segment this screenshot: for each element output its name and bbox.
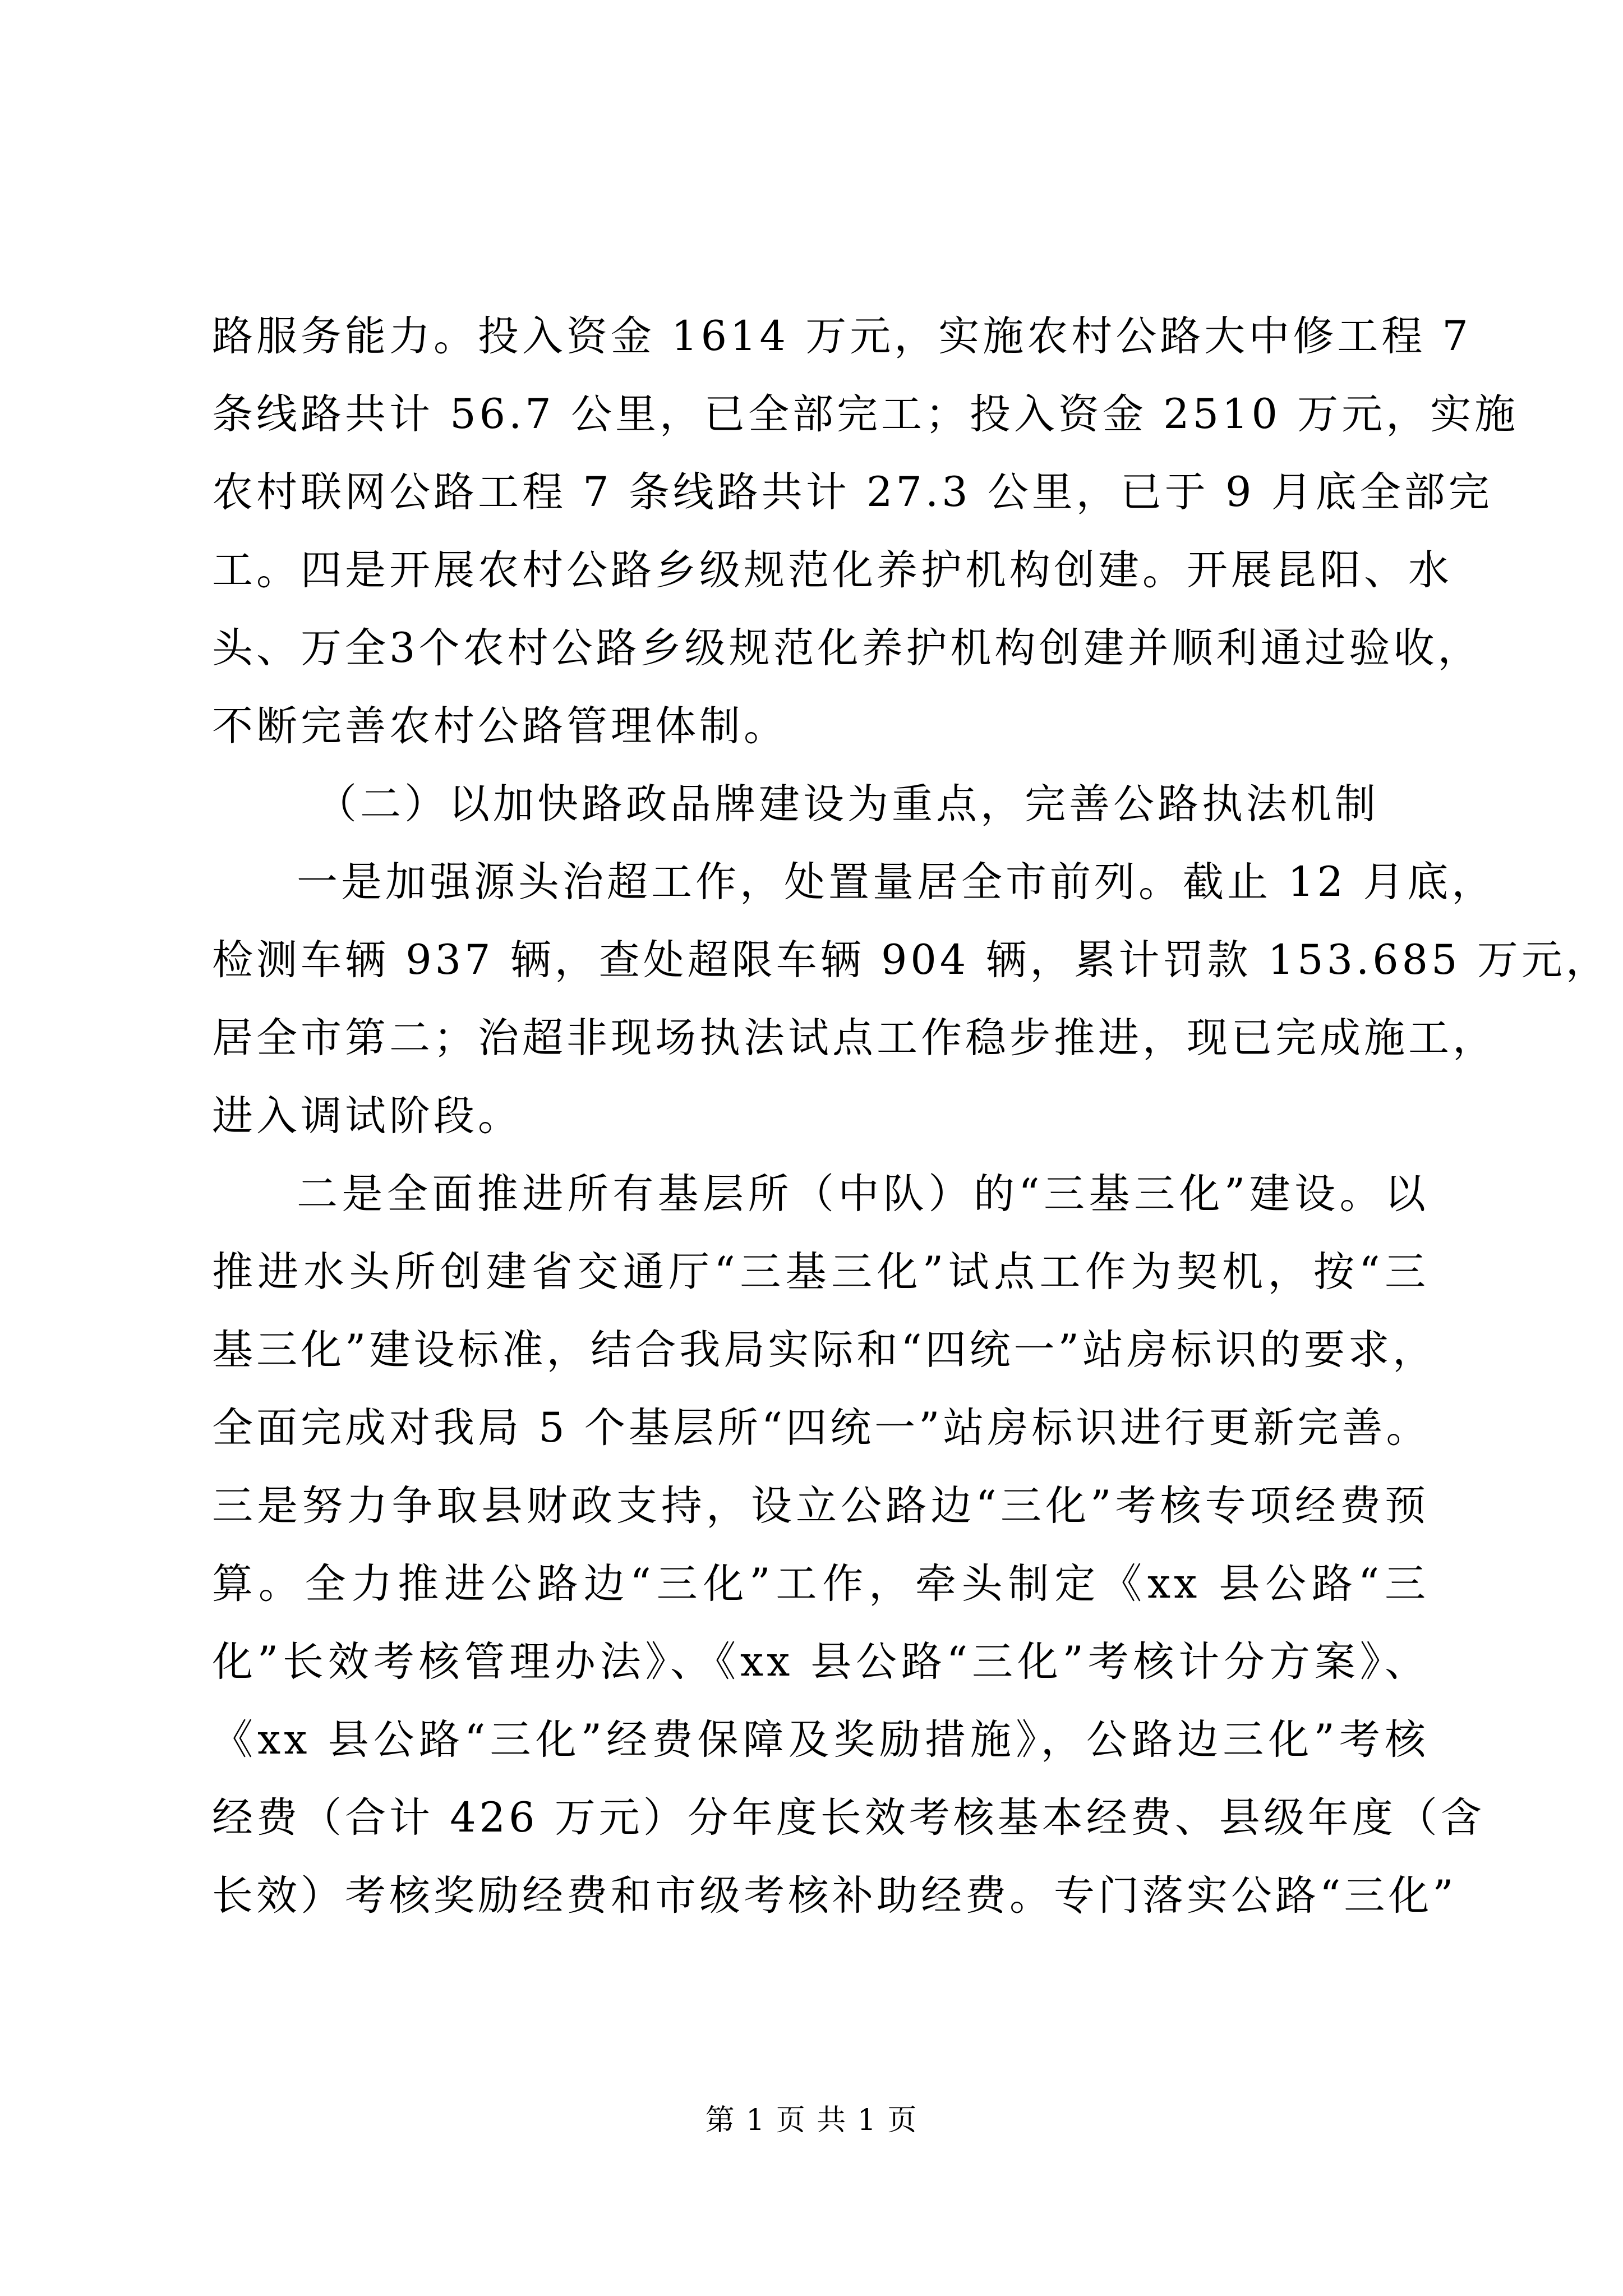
text-line: 条线路共计 56.7 公里，已全部完工；投入资金 2510 万元，实施 — [212, 390, 1519, 438]
text-line: 一是加强源头治超工作，处置量居全市前列。截止 12 月底， — [297, 858, 1496, 906]
section-heading: （二）以加快路政品牌建设为重点，完善公路执法机制 — [316, 780, 1379, 828]
text-line: 居全市第二；治超非现场执法试点工作稳步推进，现已完成施工， — [212, 1014, 1497, 1062]
text-line: 不断完善农村公路管理体制。 — [212, 702, 788, 750]
body-text — [212, 297, 1610, 1935]
text-line: 基三化”建设标准，结合我局实际和“四统一”站房标识的要求， — [212, 1326, 1437, 1374]
text-line: 农村联网公路工程 7 条线路共计 27.3 公里，已于 9 月底全部完 — [212, 468, 1493, 516]
text-line: 算。全力推进公路边“三化”工作，牵头制定《xx 县公路“三 — [212, 1560, 1429, 1608]
text-line: 进入调试阶段。 — [212, 1092, 522, 1140]
text-line: 路服务能力。投入资金 1614 万元，实施农村公路大中修工程 7 — [212, 312, 1472, 360]
text-line: 长效）考核奖励经费和市级考核补助经费。专门落实公路“三化” — [212, 1872, 1457, 1920]
text-line: 二是全面推进所有基层所（中队）的“三基三化”建设。以 — [297, 1170, 1429, 1218]
text-line: 化”长效考核管理办法》、《xx 县公路“三化”考核计分方案》、 — [212, 1638, 1429, 1686]
text-line: 工。四是开展农村公路乡级规范化养护机构创建。开展昆阳、水 — [212, 546, 1453, 594]
text-line: 经费（合计 426 万元）分年度长效考核基本经费、县级年度（含 — [212, 1794, 1485, 1842]
text-line: 检测车辆 937 辆，查处超限车辆 904 辆，累计罚款 153.685 万元， — [212, 936, 1610, 984]
text-line: 《xx 县公路“三化”经费保障及奖励措施》，公路边三化”考核 — [212, 1716, 1429, 1764]
text-line: 三是努力争取县财政支持，设立公路边“三化”考核专项经费预 — [212, 1482, 1429, 1530]
text-line: 全面完成对我局 5 个基层所“四统一”站房标识进行更新完善。 — [212, 1404, 1431, 1452]
text-line: 推进水头所创建省交通厅“三基三化”试点工作为契机，按“三 — [212, 1248, 1429, 1296]
page-number-footer: 第 1 页 共 1 页 — [705, 2104, 918, 2137]
text-line: 头、万全3个农村公路乡级规范化养护机构创建并顺利通过验收， — [212, 624, 1482, 672]
